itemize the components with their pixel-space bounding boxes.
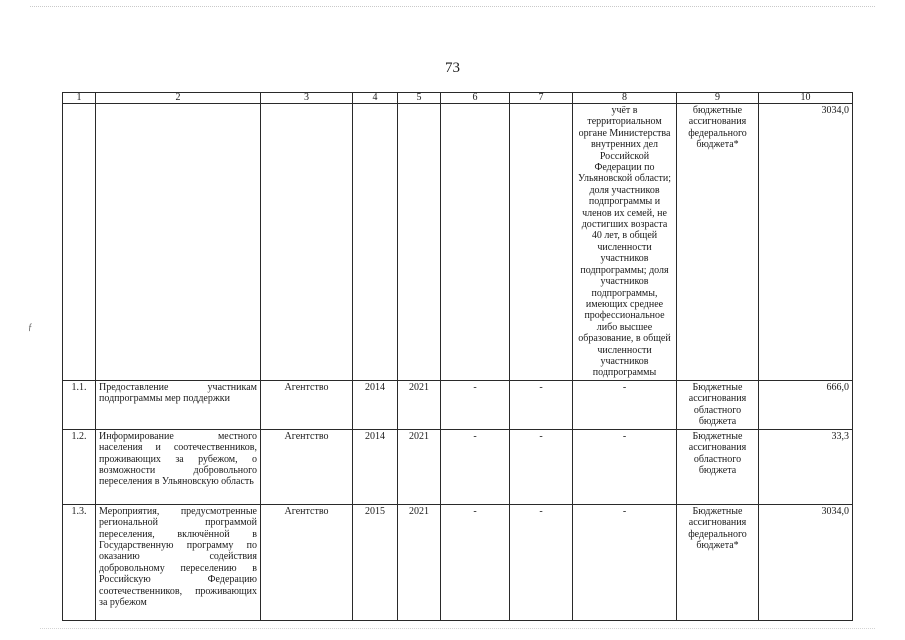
funding-source: Бюджетные ассигнования федерального бюджета* (677, 504, 759, 620)
table-cell (398, 104, 441, 381)
table-row (63, 380, 853, 429)
continuation-row (63, 104, 853, 381)
header-cell: 2 (96, 93, 261, 104)
margin-mark: ƒ (28, 322, 33, 332)
scan-artifact-bottom (40, 628, 875, 630)
end-year: 2021 (398, 504, 441, 620)
funding-source: бюджетные ассигнования федерального бюджета* (677, 104, 759, 381)
start-year: 2014 (353, 429, 398, 504)
header-cell: 9 (677, 93, 759, 104)
table-cell (441, 104, 510, 381)
header-cell: 4 (353, 93, 398, 104)
row-number: 1.1. (63, 380, 96, 429)
table-cell: - (441, 380, 510, 429)
header-cell: 8 (573, 93, 677, 104)
executor: Агентство (261, 504, 353, 620)
table-cell: - (510, 504, 573, 620)
measure-name: Предоставление участникам подпрограммы мер поддержки (96, 380, 261, 429)
header-cell: 1 (63, 93, 96, 104)
row-number: 1.2. (63, 429, 96, 504)
header-cell: 5 (398, 93, 441, 104)
end-year: 2021 (398, 429, 441, 504)
table-cell: - (573, 380, 677, 429)
funding-source: Бюджетные ассигнования областного бюджета (677, 380, 759, 429)
table-cell (510, 104, 573, 381)
funding-amount: 3034,0 (759, 104, 853, 381)
page-number: 73 (445, 60, 460, 76)
indicator-text: учёт в территориальном органе Министерства внутренних дел Российской Федерации по Ульяновской области; доля участников подпрограммы и членов их семей, не достигших возраста 40 лет, в общей численности участников подпрограммы; доля участников подпрограммы, имеющих среднее профессиональное либо высшее образование, в общей численности участников подпрограммы (573, 104, 677, 381)
scan-artifact-top (30, 6, 875, 8)
table-cell: - (573, 504, 677, 620)
table-cell: - (441, 429, 510, 504)
funding-source: Бюджетные ассигнования областного бюджета (677, 429, 759, 504)
measure-name: Мероприятия, предусмотренные региональной программой переселения, включённой в Государственную программу по оказанию содействия добровольному переселению в Российскую Федерацию соотечественников, проживающих за рубежом (96, 504, 261, 620)
header-cell: 7 (510, 93, 573, 104)
table-row (63, 429, 853, 504)
funding-amount: 3034,0 (759, 504, 853, 620)
table-cell: - (573, 429, 677, 504)
end-year: 2021 (398, 380, 441, 429)
table-cell: - (510, 380, 573, 429)
measure-name: Информирование местного населения и соотечественников, проживающих за рубежом, о возможности добровольного переселения в Ульяновскую область (96, 429, 261, 504)
start-year: 2015 (353, 504, 398, 620)
table-row (63, 504, 853, 620)
table-cell (261, 104, 353, 381)
start-year: 2014 (353, 380, 398, 429)
executor: Агентство (261, 380, 353, 429)
table-cell: - (441, 504, 510, 620)
table-cell: - (510, 429, 573, 504)
header-cell: 6 (441, 93, 510, 104)
funding-amount: 33,3 (759, 429, 853, 504)
header-cell: 10 (759, 93, 853, 104)
table-cell (353, 104, 398, 381)
header-cell: 3 (261, 93, 353, 104)
row-number: 1.3. (63, 504, 96, 620)
funding-amount: 666,0 (759, 380, 853, 429)
table-cell (96, 104, 261, 381)
executor: Агентство (261, 429, 353, 504)
table-cell (63, 104, 96, 381)
column-number-header (63, 93, 853, 104)
program-table (62, 92, 853, 621)
